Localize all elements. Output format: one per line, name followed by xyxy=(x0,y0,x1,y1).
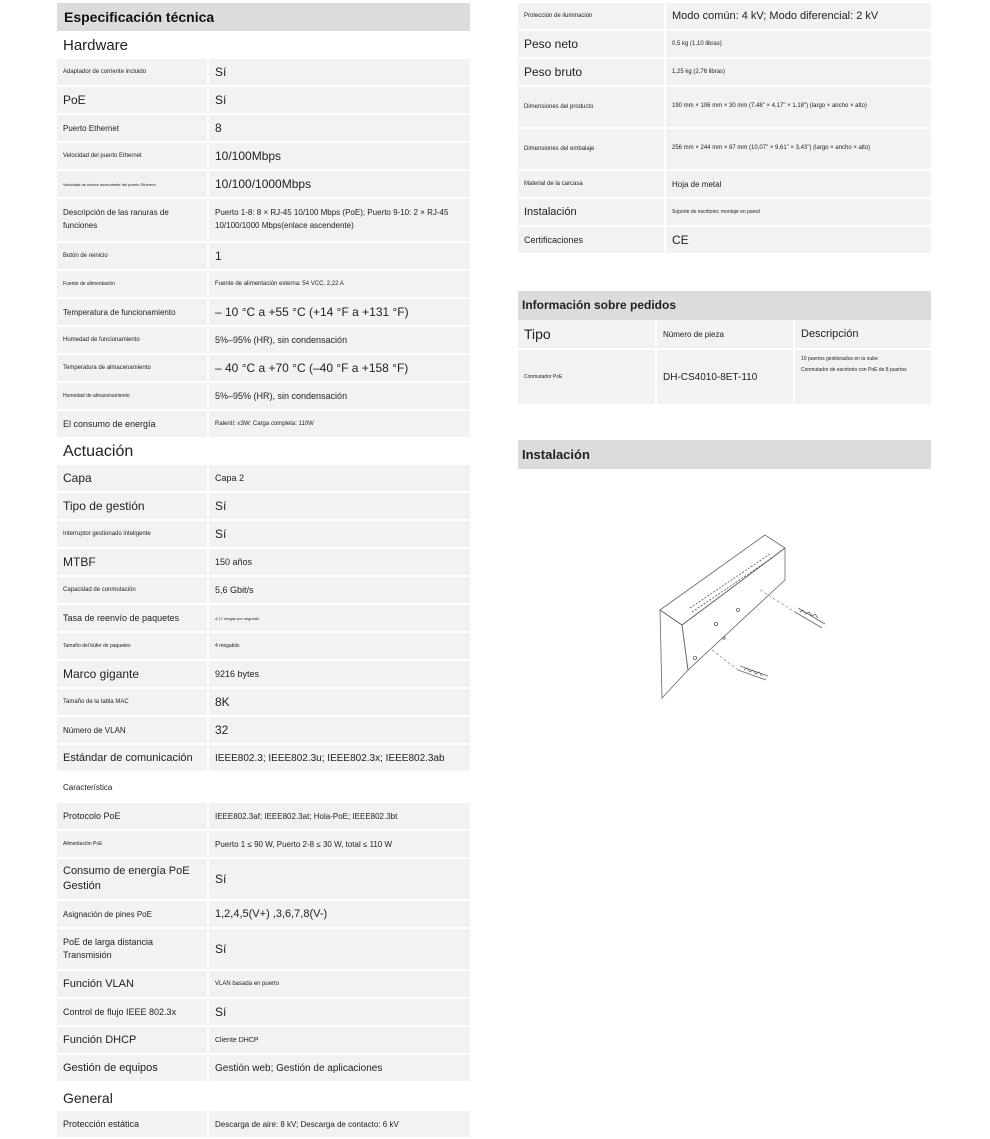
spec-row xyxy=(57,243,470,271)
spec-label: Protección de iluminación xyxy=(524,13,593,19)
spec-value: IEEE802.3; IEEE802.3u; IEEE802.3x; IEEE802.3ab xyxy=(207,745,470,771)
spec-row xyxy=(57,633,470,661)
spec-value: Ralentí: ≤3W; Carga completa: 110W xyxy=(207,411,470,437)
screw-icon xyxy=(738,666,768,680)
order-desc-line: Conmutador de escritorio con PoE de 8 puertos xyxy=(801,367,907,373)
spec-value: Descarga de aire: 8 kV; Descarga de contacto: 6 kV xyxy=(207,1111,470,1137)
hardware-title: Hardware xyxy=(63,37,129,54)
order-table xyxy=(518,291,931,404)
spec-row xyxy=(518,227,931,255)
spec-value: 32 xyxy=(207,717,470,743)
col-desc: Descripción xyxy=(793,320,931,348)
spec-row xyxy=(57,717,470,745)
spec-label: Consumo de energía PoE Gestión xyxy=(63,864,190,892)
spec-label: Tipo de gestión xyxy=(63,499,145,513)
spec-label: Interruptor gestionado inteligente xyxy=(63,531,151,537)
spec-label: Estándar de comunicación xyxy=(63,752,193,764)
spec-row xyxy=(518,129,931,171)
spec-label: Humedad de almacenamiento xyxy=(63,393,130,399)
switch-front-face xyxy=(682,548,785,670)
spec-value: Sí xyxy=(207,59,470,85)
spec-value: VLAN basada en puerto xyxy=(207,971,470,997)
spec-value: IEEE802.3af; IEEE802.3at; Hola-PoE; IEEE802.3bt xyxy=(207,803,470,829)
spec-label: Capa xyxy=(63,471,92,485)
spec-label: Marco gigante xyxy=(63,667,140,681)
spec-value: – 10 °C a +55 °C (+14 °F a +131 °F) xyxy=(207,299,470,325)
spec-label: Descripción de las ranuras de funciones xyxy=(63,208,169,230)
spec-value: 150 años xyxy=(207,549,470,575)
spec-value: Gestión web; Gestión de aplicaciones xyxy=(207,1055,470,1081)
spec-label: MTBF xyxy=(63,555,96,569)
spec-value: 8 xyxy=(207,115,470,141)
spec-header: Especificación técnica xyxy=(57,3,470,31)
spec-row xyxy=(57,971,470,999)
spec-value: 1 xyxy=(207,243,470,269)
spec-value: Sí xyxy=(207,999,470,1025)
spec-label: Peso neto xyxy=(524,37,579,51)
spec-label: Peso bruto xyxy=(524,65,583,79)
spec-left-column xyxy=(57,0,470,1139)
spec-row xyxy=(518,199,931,227)
spec-row xyxy=(57,59,470,87)
spec-label: Instalación xyxy=(524,206,577,218)
spec-value: 10/100Mbps xyxy=(207,143,470,169)
switch-top-face xyxy=(660,535,785,625)
spec-row xyxy=(57,355,470,383)
spec-row xyxy=(57,143,470,171)
spec-label: Asignación de pines PoE xyxy=(63,909,152,919)
spec-value: 1,2,4,5(V+) ,3,6,7,8(V-) xyxy=(207,901,470,927)
spec-value: CE xyxy=(664,227,931,253)
order-type: Conmutador PoE xyxy=(524,374,563,380)
spec-label: Adaptador de corriente incluido xyxy=(63,69,147,75)
spec-value: 9216 bytes xyxy=(207,661,470,687)
spec-row xyxy=(57,901,470,929)
spec-row xyxy=(518,31,931,59)
spec-row xyxy=(518,3,931,31)
spec-row xyxy=(57,383,470,411)
spec-label: El consumo de energía xyxy=(63,419,156,429)
spec-label: Capacidad de conmutación xyxy=(63,587,136,593)
general-title: General xyxy=(63,1090,113,1106)
order-desc-line: 10 puertos gestionados en la nube xyxy=(801,356,878,362)
spec-value: 190 mm × 106 mm × 30 mm (7,48" × 4,17" × 1,18") (largo × ancho × alto) xyxy=(664,87,931,127)
spec-label: Temperatura de almacenamiento xyxy=(63,365,151,371)
spec-value: 0,5 kg (1,10 libras) xyxy=(664,31,931,57)
spec-label: PoE de larga distancia Transmisión xyxy=(63,936,154,960)
spec-row xyxy=(57,493,470,521)
spec-value: 5%–95% (HR), sin condensación xyxy=(207,383,470,409)
spec-right-column xyxy=(518,3,931,469)
spec-row xyxy=(57,831,470,859)
spec-row xyxy=(57,199,470,243)
spec-row xyxy=(57,999,470,1027)
spec-label: Protección estática xyxy=(63,1119,140,1129)
spec-label: Control de flujo IEEE 802.3x xyxy=(63,1007,177,1017)
spec-value: Sí xyxy=(207,859,470,899)
spec-value: Puerto 1 ≤ 90 W, Puerto 2-8 ≤ 30 W, total ≤ 110 W xyxy=(207,831,470,857)
spec-label: Puerto Ethernet xyxy=(63,123,120,133)
spec-value: Sí xyxy=(207,493,470,519)
spec-value: Sí xyxy=(207,929,470,969)
screw-icon xyxy=(795,608,825,628)
spec-row xyxy=(57,929,470,971)
spec-label: Tamaño del búfer de paquetes xyxy=(63,643,131,649)
spec-row xyxy=(57,1027,470,1055)
spec-row xyxy=(57,271,470,299)
spec-row xyxy=(57,605,470,633)
spec-row xyxy=(518,59,931,87)
col-type: Tipo xyxy=(524,326,551,342)
spec-label: Gestión de equipos xyxy=(63,1062,158,1074)
spec-label: Dimensiones del embalaje xyxy=(524,146,595,152)
spec-value: 10/100/1000Mbps xyxy=(207,171,470,197)
order-part: DH-CS4010-8ET-110 xyxy=(655,350,793,404)
spec-value: Hoja de metal xyxy=(664,171,931,197)
spec-value: Cliente DHCP xyxy=(207,1027,470,1053)
spec-value: 8K xyxy=(207,689,470,715)
switch-installation-illustration xyxy=(640,520,840,710)
spec-row xyxy=(57,661,470,689)
spec-row xyxy=(57,87,470,115)
spec-value: 4,17 megas por segundo xyxy=(207,605,470,631)
spec-row xyxy=(57,465,470,493)
spec-value: Sí xyxy=(207,87,470,113)
caracteristica-title: Característica xyxy=(63,783,113,792)
spec-row xyxy=(57,859,470,901)
spec-row xyxy=(518,87,931,129)
order-column-headers xyxy=(518,320,931,350)
spec-value: 1,25 kg (2,76 libras) xyxy=(664,59,931,85)
spec-label: Tamaño de la tabla MAC xyxy=(63,699,129,705)
col-part: Número de pieza xyxy=(655,320,793,348)
spec-value: Soporte de escritorio; montaje en pared xyxy=(664,199,931,225)
spec-row xyxy=(57,745,470,773)
spec-value: Sí xyxy=(207,521,470,547)
spec-label: Fuente de alimentación xyxy=(63,281,115,287)
spec-label: Dimensiones del producto xyxy=(524,104,594,110)
spec-label: Función DHCP xyxy=(63,1034,137,1046)
spec-value: 5%–95% (HR), sin condensación xyxy=(207,327,470,353)
spec-label: PoE xyxy=(63,93,86,107)
install-header: Instalación xyxy=(518,440,931,469)
spec-label: Temperatura de funcionamiento xyxy=(63,307,176,317)
spec-label: Número de VLAN xyxy=(63,725,126,735)
spec-row xyxy=(57,411,470,439)
spec-row xyxy=(57,521,470,549)
spec-label: Protocolo PoE xyxy=(63,811,121,821)
order-row xyxy=(518,350,931,404)
spec-label: Certificaciones xyxy=(524,235,584,245)
spec-label: Material de la carcasa xyxy=(524,181,583,187)
spec-row xyxy=(57,689,470,717)
spec-label: Alimentación PoE xyxy=(63,841,103,847)
spec-value: – 40 °C a +70 °C (–40 °F a +158 °F) xyxy=(207,355,470,381)
spec-value: 5,6 Gbit/s xyxy=(207,577,470,603)
actuacion-title: Actuación xyxy=(63,443,134,460)
spec-value: Fuente de alimentación externa: 54 VCC, 2,22 A xyxy=(207,271,470,297)
spec-row xyxy=(57,299,470,327)
spec-value: 4 megabits xyxy=(207,633,470,659)
spec-row xyxy=(57,327,470,355)
spec-label: Velocidad de enlace ascendente del puerto Ethernet xyxy=(63,181,156,187)
spec-label: Velocidad del puerto Ethernet xyxy=(63,153,142,159)
order-header: Información sobre pedidos xyxy=(518,291,931,320)
spec-label: Función VLAN xyxy=(63,978,134,990)
spec-row xyxy=(57,1055,470,1083)
spec-label: Tasa de reenvío de paquetes xyxy=(63,613,180,623)
order-desc xyxy=(793,350,931,404)
spec-row xyxy=(57,577,470,605)
spec-label: Humedad de funcionamiento xyxy=(63,337,140,343)
spec-row xyxy=(57,171,470,199)
spec-label: Botón de reinicio xyxy=(63,253,108,259)
spec-value: Capa 2 xyxy=(207,465,470,491)
spec-value: Puerto 1-8: 8 × RJ-45 10/100 Mbps (PoE); Puerto 9-10: 2 × RJ-45 10/100/1000 Mbps(enlace ascendente) xyxy=(207,199,470,241)
spec-row xyxy=(57,115,470,143)
spec-row xyxy=(57,803,470,831)
spec-row xyxy=(57,1111,470,1139)
spec-row xyxy=(518,171,931,199)
spec-row xyxy=(57,549,470,577)
spec-value: 256 mm × 244 mm × 87 mm (10,07" × 9,61" × 3,43") (largo × ancho × alto) xyxy=(664,129,931,169)
spec-value: Modo común: 4 kV; Modo diferencial: 2 kV xyxy=(664,3,931,29)
